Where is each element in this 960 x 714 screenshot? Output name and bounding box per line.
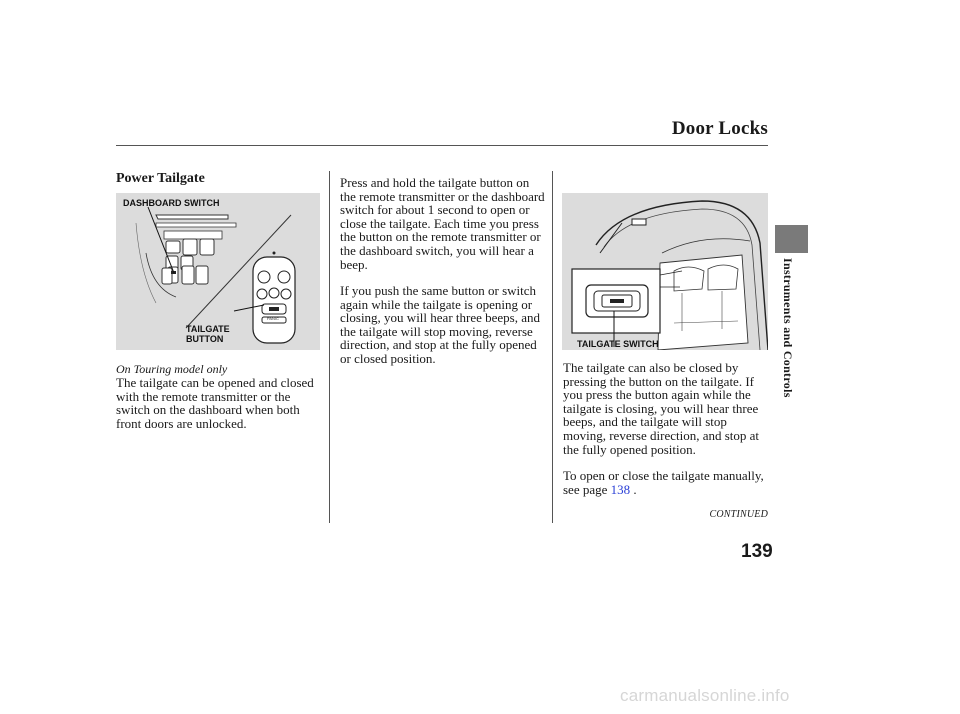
column3-paragraph-2 [563, 469, 770, 496]
column-divider-1 [329, 171, 330, 523]
figure-dashboard-remote [116, 193, 320, 350]
remote-panic-label: PANIC [267, 316, 279, 321]
column1-paragraph: The tailgate can be opened and closed with the remote transmitter or the switch on the dashboard when both front doors are unlocked. [116, 375, 314, 431]
tailgate-interior-illustration [562, 193, 768, 350]
watermark: carmanualsonline.info [620, 686, 790, 705]
column2-paragraph-2: If you push the same button or switch again while the tailgate is opening or closing, you will hear three beeps, and the tailgate will stop moving, reverse direction, and stop at the fully opened or closed position. [340, 283, 540, 366]
callout-dashboard-switch: DASHBOARD SWITCH [123, 198, 220, 208]
section-tab-label: Instruments and Controls [781, 258, 795, 398]
page-title: Door Locks [671, 118, 768, 139]
callout-tailgate-button [186, 324, 230, 344]
column2-paragraph-1: Press and hold the tailgate button on the remote transmitter or the dashboard switch for about 1 second to open or close the tailgate. Each time you press the button on the remote transmitter or the dashboard switch, you will hear a beep. [340, 175, 545, 272]
manual-ref-text: To open or close the tailgate manually, see page [563, 468, 764, 497]
model-note: On Touring model only [116, 362, 228, 376]
page-reference-link[interactable]: 138 [610, 481, 631, 497]
column3-paragraph-1: The tailgate can also be closed by pressing the button on the tailgate. If you press the button again while the tailgate is closing, you will hear three beeps, and the tailgate will stop moving, reverse direction, and stop at the fully opened position. [563, 360, 760, 457]
callout-tailgate-switch: TAILGATE SWITCH [577, 339, 659, 349]
figure-tailgate-switch [562, 193, 768, 350]
continued-label: CONTINUED [709, 509, 768, 520]
section-heading: Power Tailgate [116, 171, 205, 186]
page-number: 139 [741, 541, 773, 562]
manual-ref-period: . [633, 481, 637, 497]
callout-tailgate-button-line1: TAILGATE [186, 324, 230, 334]
header-rule [116, 145, 768, 146]
callout-tailgate-button-line2: BUTTON [186, 334, 224, 344]
column-divider-2 [552, 171, 553, 523]
section-tab-marker [775, 225, 808, 253]
